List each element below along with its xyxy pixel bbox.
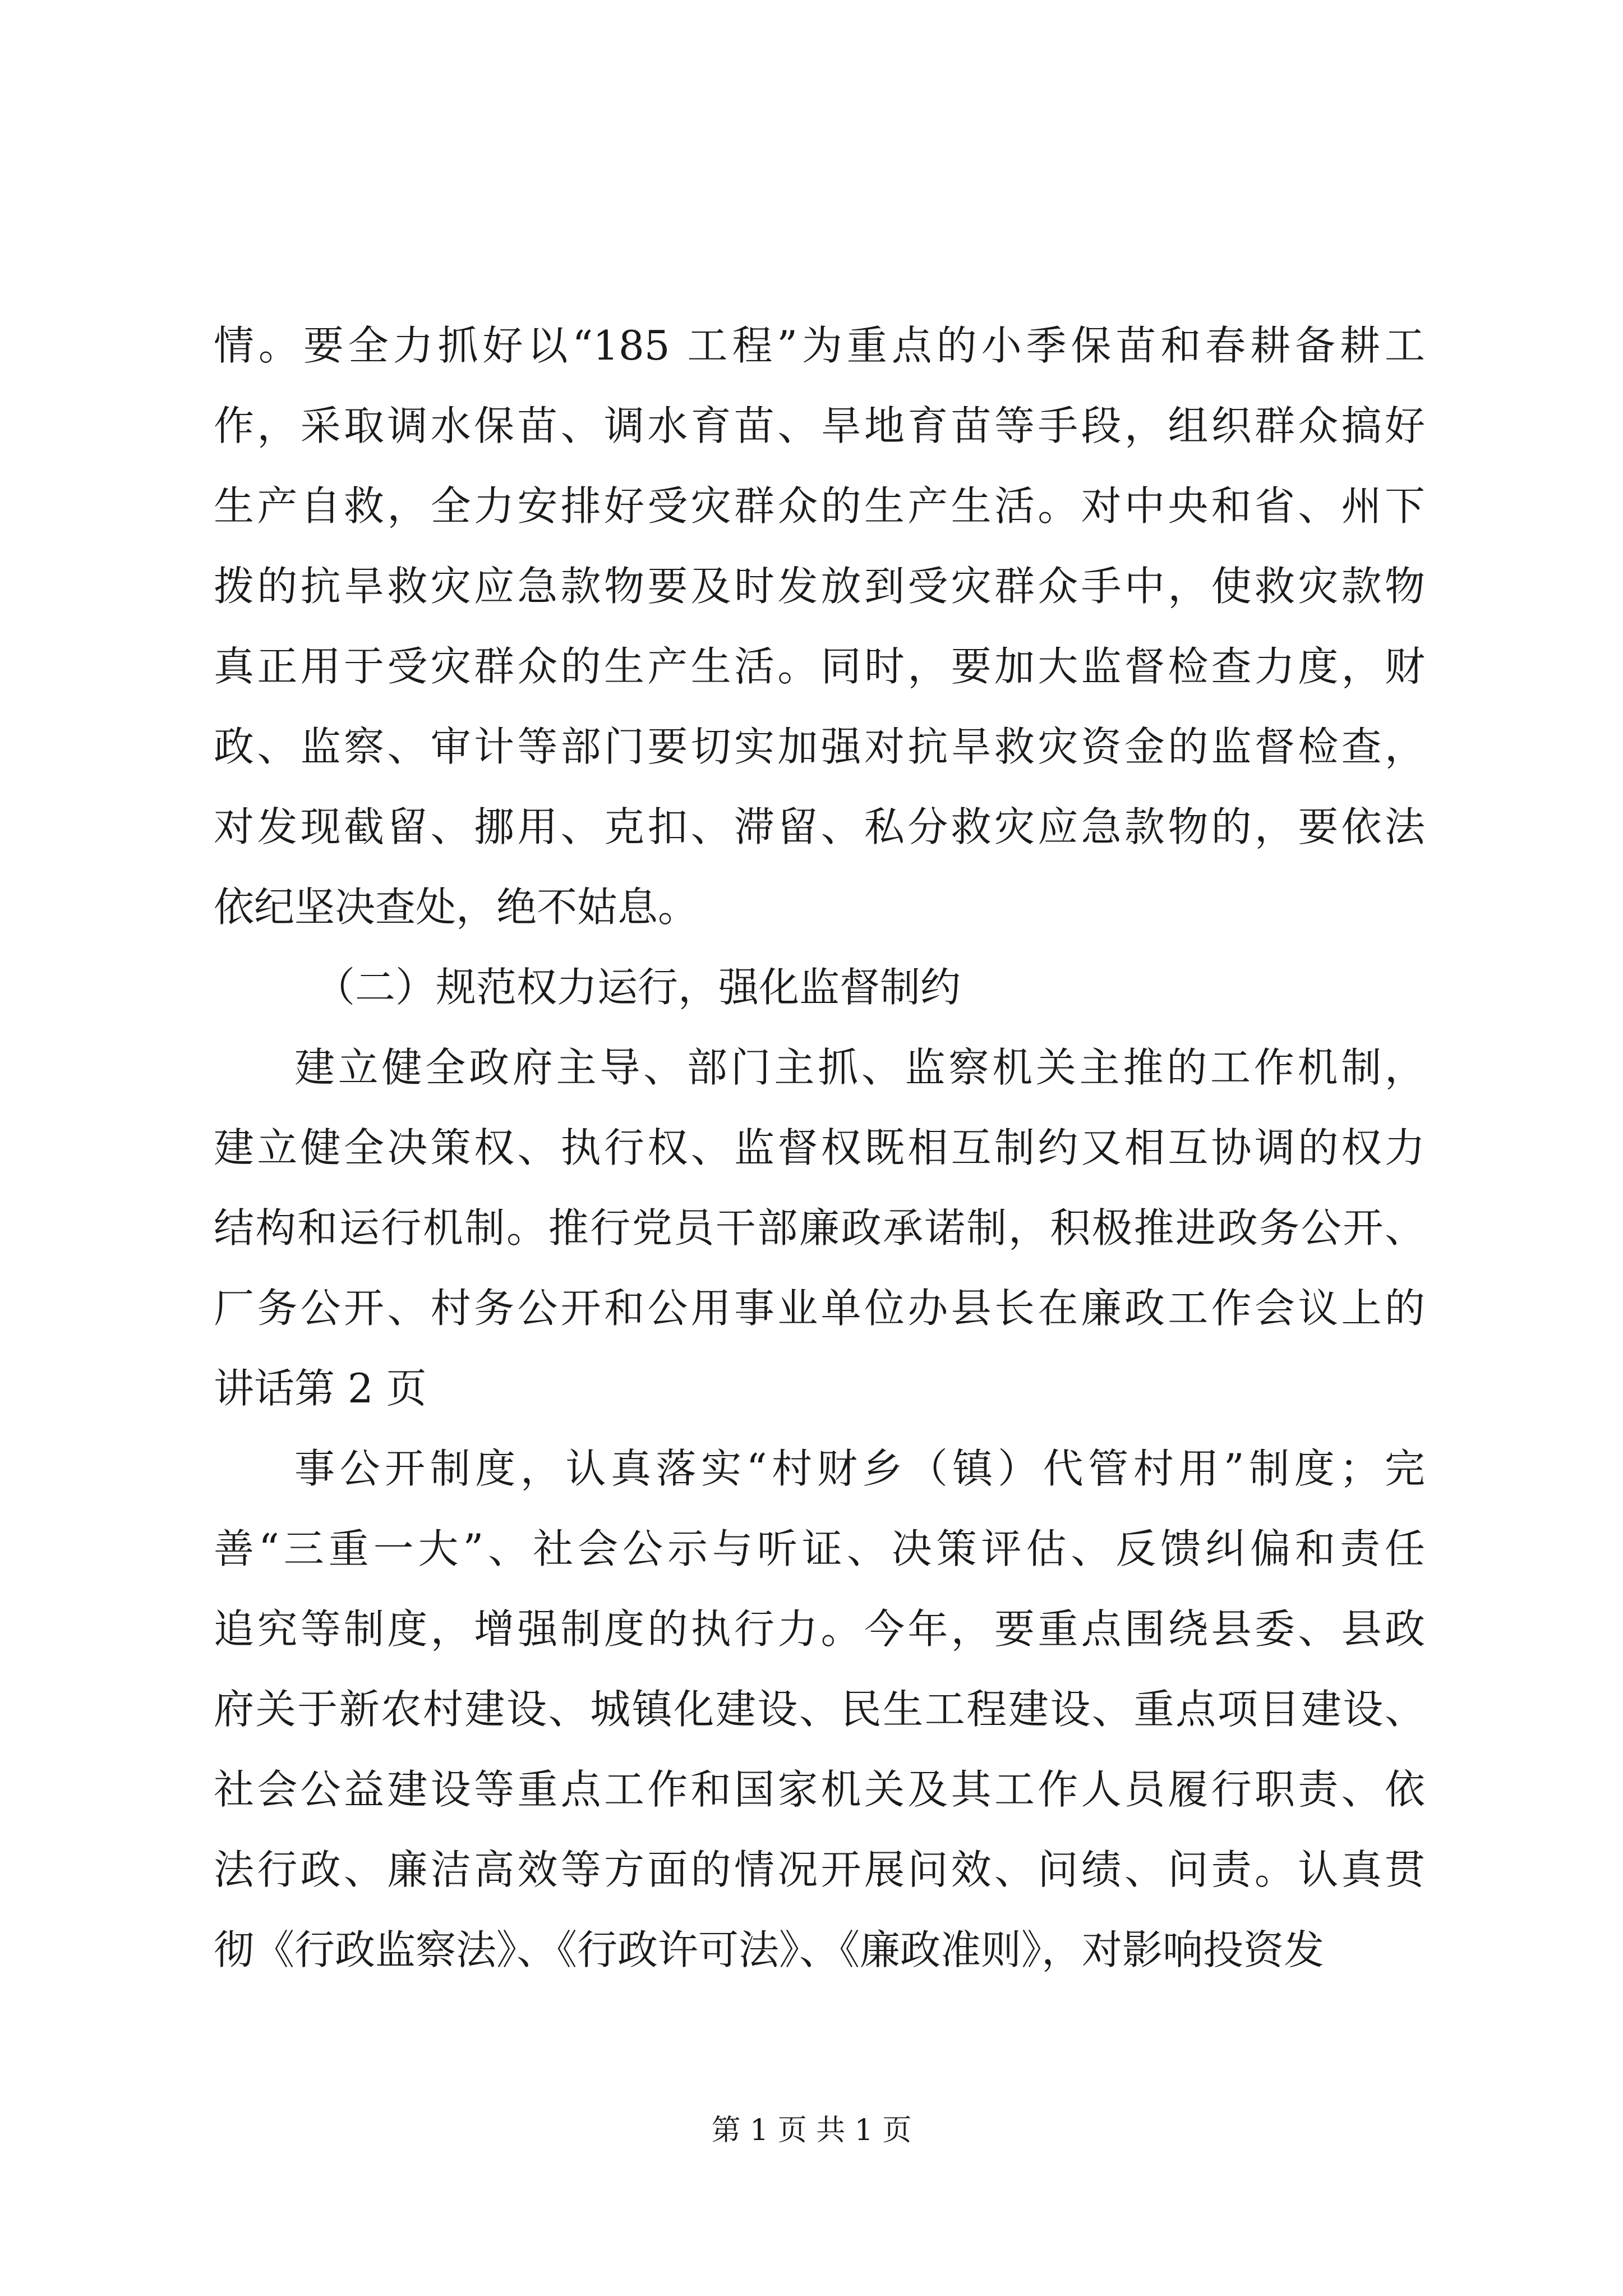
section-heading (214, 947, 1425, 1028)
text-line: 法行政、廉洁高效等方面的情况开展问效、问绩、问责。认真贯 (214, 1846, 1425, 1893)
paragraph (214, 1429, 1425, 1990)
paragraph (214, 1028, 1425, 1429)
text-line: 依纪坚决查处，绝不姑息。 (214, 884, 699, 931)
text-line: 建立健全决策权、执行权、监督权既相互制约又相互协调的权力 (214, 1124, 1425, 1171)
text-line: 彻《行政监察法》、《行政许可法》、《廉政准则》，对影响投资发 (214, 1926, 1325, 1973)
text-line: 拨的抗旱救灾应急款物要及时发放到受灾群众手中，使救灾款物 (214, 563, 1425, 610)
text-line: 结构和运行机制。推行党员干部廉政承诺制，积极推进政务公开、 (214, 1204, 1425, 1251)
text-line: 生产自救，全力安排好受灾群众的生产生活。对中央和省、州下 (214, 482, 1425, 530)
text-line: 作，采取调水保苗、调水育苗、旱地育苗等手段，组织群众搞好 (214, 402, 1425, 449)
paragraph (214, 306, 1425, 947)
text-line: 情。要全力抓好以“185 工程”为重点的小季保苗和春耕备耕工 (214, 322, 1425, 369)
text-line: 真正用于受灾群众的生产生活。同时，要加大监督检查力度，财 (214, 643, 1425, 690)
document-body (214, 306, 1425, 1990)
text-line: 事公开制度，认真落实“村财乡（镇）代管村用”制度；完 (294, 1445, 1425, 1492)
text-line: 厂务公开、村务公开和公用事业单位办县长在廉政工作会议上的 (214, 1285, 1425, 1332)
page-footer: 第 1 页 共 1 页 (711, 2114, 912, 2147)
text-line: （二）规范权力运行，强化监督制约 (315, 964, 961, 1011)
text-line: 追究等制度，增强制度的执行力。今年，要重点围绕县委、县政 (214, 1605, 1425, 1653)
text-line: 讲话第 2 页 (214, 1365, 427, 1412)
text-line: 建立健全政府主导、部门主抓、监察机关主推的工作机制， (294, 1044, 1425, 1091)
text-line: 善“三重一大”、社会公示与听证、决策评估、反馈纠偏和责任 (214, 1525, 1425, 1572)
text-line: 对发现截留、挪用、克扣、滞留、私分救灾应急款物的，要依法 (214, 803, 1425, 850)
text-line: 政、监察、审计等部门要切实加强对抗旱救灾资金的监督检查， (214, 723, 1425, 770)
text-line: 社会公益建设等重点工作和国家机关及其工作人员履行职责、依 (214, 1766, 1425, 1813)
text-line: 府关于新农村建设、城镇化建设、民生工程建设、重点项目建设、 (214, 1686, 1425, 1733)
